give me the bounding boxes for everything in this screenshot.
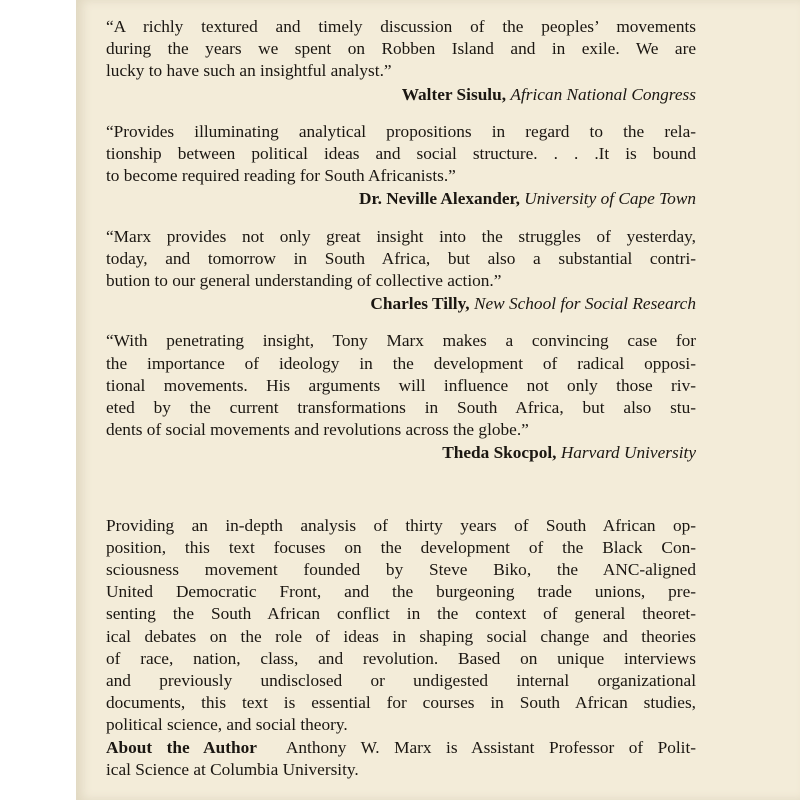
book-description [106, 515, 696, 781]
reviewer-affiliation: Harvard University [560, 443, 696, 463]
about-author-label: About the Author [106, 737, 257, 757]
blurb-alexander [106, 121, 696, 211]
about-author-line: ical Science at Columbia University. [106, 759, 359, 779]
quote-line: tional movements. His arguments will influence not only those riv- [106, 375, 696, 395]
reviewer-affiliation: University of Cape Town [524, 189, 696, 209]
reviewer-name: Charles Tilly, [370, 294, 470, 314]
blurb-sisulu [106, 16, 696, 106]
description-line: political science, and social theory. [106, 715, 348, 735]
reviewer-name: Dr. Neville Alexander, [359, 189, 520, 209]
quote-line: “Provides illuminating analytical propositions in regard to the rela- [106, 121, 696, 141]
about-author-line [106, 737, 696, 759]
quote-line: the importance of ideology in the development of radical opposi- [106, 353, 696, 373]
description-line: of race, nation, class, and revolution. Based on unique interviews [106, 648, 696, 668]
blurb-skocpol [106, 330, 696, 464]
blurb-quote [106, 121, 696, 188]
blurb-attribution [106, 293, 696, 315]
blurb-attribution [106, 84, 696, 106]
quote-line: during the years we spent on Robben Island and in exile. We are [106, 39, 696, 59]
quote-line: “With penetrating insight, Tony Marx makes a convincing case for [106, 331, 696, 351]
blurb-quote [106, 330, 696, 441]
quote-line: “Marx provides not only great insight into the struggles of yesterday, [106, 226, 696, 246]
quote-line: tionship between political ideas and social structure. . . .It is bound [106, 144, 696, 164]
blurb-attribution [106, 188, 696, 210]
reviewer-name: Walter Sisulu, [401, 84, 507, 104]
description-line: position, this text focuses on the development of the Black Con- [106, 537, 696, 557]
quote-line: eted by the current transformations in South Africa, but also stu- [106, 398, 696, 418]
description-line: and previously undisclosed or undigested internal organizational [106, 671, 696, 691]
blurb-tilly [106, 226, 696, 316]
blurb-quote [106, 16, 696, 83]
quote-line: lucky to have such an insightful analyst.” [106, 61, 392, 81]
blurb-attribution [106, 442, 696, 464]
book-back-cover [76, 0, 800, 800]
cover-text [106, 16, 696, 781]
description-line: sciousness movement founded by Steve Biko, the ANC-aligned [106, 560, 696, 580]
quote-line: dents of social movements and revolutions across the globe.” [106, 420, 529, 440]
description-line: Providing an in-depth analysis of thirty years of South African op- [106, 515, 696, 535]
reviewer-affiliation: African National Congress [510, 84, 696, 104]
description-line: senting the South African conflict in the context of general theoret- [106, 604, 696, 624]
blurb-quote [106, 226, 696, 293]
quote-line: today, and tomorrow in South Africa, but also a substantial contri- [106, 248, 696, 268]
quote-line: bution to our general understanding of collective action.” [106, 271, 502, 291]
quote-line: “A richly textured and timely discussion of the peoples’ movements [106, 17, 696, 36]
description-line: documents, this text is essential for courses in South African studies, [106, 693, 696, 713]
reviewer-name: Theda Skocpol, [442, 443, 557, 463]
quote-line: to become required reading for South Africanists.” [106, 166, 456, 186]
about-author-text: Anthony W. Marx is Assistant Professor of Polit- [285, 737, 697, 757]
description-line: ical debates on the role of ideas in shaping social change and theories [106, 626, 696, 646]
reviewer-affiliation: New School for Social Research [473, 294, 696, 314]
description-line: United Democratic Front, and the burgeoning trade unions, pre- [106, 582, 696, 602]
